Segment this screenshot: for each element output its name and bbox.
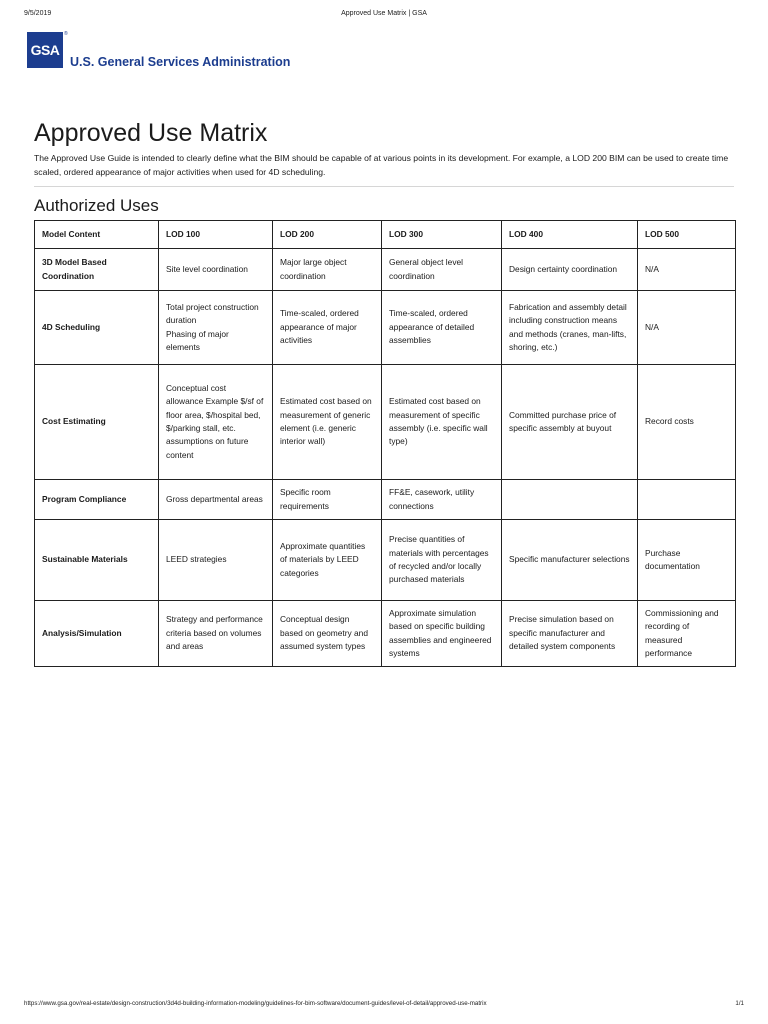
cell-text: Fabrication and assembly detail including construction means and methods (cranes, man-lifts, shoring, etc.) xyxy=(509,301,627,352)
table-cell xyxy=(159,520,273,601)
cell-text: Specific room requirements xyxy=(280,487,331,511)
cell-text: Phasing of major elements xyxy=(166,328,229,352)
table-cell xyxy=(502,365,638,480)
table-cell xyxy=(273,249,382,291)
page-title: Approved Use Matrix xyxy=(34,119,268,147)
column-header: LOD 400 xyxy=(502,221,638,249)
row-header: Sustainable Materials xyxy=(35,520,159,601)
cell-text: LEED strategies xyxy=(166,554,227,565)
table-row xyxy=(35,249,736,291)
column-header: LOD 200 xyxy=(273,221,382,249)
table-cell xyxy=(159,480,273,520)
row-header: 4D Scheduling xyxy=(35,291,159,365)
table-row xyxy=(35,291,736,365)
table-cell xyxy=(273,520,382,601)
cell-text: Specific manufacturer selections xyxy=(509,554,630,565)
column-header: Model Content xyxy=(35,221,159,249)
table-cell xyxy=(382,249,502,291)
table-cell xyxy=(382,291,502,365)
cell-text: Approximate simulation based on specific building assemblies and engineered systems xyxy=(389,607,492,658)
table-header-row xyxy=(35,221,736,249)
cell-text: N/A xyxy=(645,321,659,332)
table-cell xyxy=(638,365,736,480)
column-header: LOD 100 xyxy=(159,221,273,249)
cell-text: Gross departmental areas xyxy=(166,493,263,504)
table-cell xyxy=(273,480,382,520)
table-cell xyxy=(159,249,273,291)
cell-text: Commissioning and recording of measured performance xyxy=(645,607,719,658)
table-cell xyxy=(159,365,273,480)
cell-text: Estimated cost based on measurement of generic element (i.e. generic interior wall) xyxy=(280,396,372,447)
table-cell xyxy=(638,291,736,365)
table-cell xyxy=(382,365,502,480)
cell-text: General object level coordination xyxy=(389,257,464,281)
row-header: Cost Estimating xyxy=(35,365,159,480)
table-cell xyxy=(502,520,638,601)
page-number: 1/1 xyxy=(735,1000,744,1007)
table-cell xyxy=(502,480,638,520)
agency-name: U.S. General Services Administration xyxy=(70,55,291,69)
page-url: https://www.gsa.gov/real-estate/design-construction/3d4d-building-information-modeling/guidelines-for-bim-software/document-guides/level-of-detail/approved-use-matrix xyxy=(24,1000,487,1007)
table-cell xyxy=(273,291,382,365)
print-date: 9/5/2019 xyxy=(24,10,52,17)
table-cell xyxy=(638,480,736,520)
table-cell xyxy=(159,601,273,667)
cell-text: Major large object coordination xyxy=(280,257,347,281)
row-header: Analysis/Simulation xyxy=(35,601,159,667)
cell-text: Purchase documentation xyxy=(645,547,700,571)
table-cell xyxy=(382,520,502,601)
cell-text: Conceptual design based on geometry and assumed system types xyxy=(280,614,368,652)
cell-text: Time-scaled, ordered appearance of major activities xyxy=(280,308,359,346)
table-cell xyxy=(273,601,382,667)
cell-text: Conceptual cost allowance Example $/sf of floor area, $/hospital bed, $/parking stall, etc. xyxy=(166,382,264,433)
table-cell xyxy=(382,480,502,520)
gsa-logo-mark: GSA xyxy=(27,32,63,68)
intro-paragraph: The Approved Use Guide is intended to clearly define what the BIM should be capable of at various points in its development. For example, a LOD 200 BIM can be used to create time scaled, ordered appearance of major activities when used for 4D scheduling. xyxy=(34,153,729,177)
cell-text: Record costs xyxy=(645,416,694,427)
cell-text: Design certainty coordination xyxy=(509,263,618,274)
print-page-title: Approved Use Matrix | GSA xyxy=(341,10,427,17)
cell-text: Committed purchase price of specific assembly at buyout xyxy=(509,409,617,433)
table-cell xyxy=(502,291,638,365)
table-cell xyxy=(382,601,502,667)
divider xyxy=(34,186,734,187)
table-cell xyxy=(502,601,638,667)
table-cell xyxy=(638,601,736,667)
row-header: 3D Model Based Coordination xyxy=(35,249,159,291)
cell-text: FF&E, casework, utility connections xyxy=(389,487,475,511)
table-cell xyxy=(159,291,273,365)
table-row xyxy=(35,365,736,480)
table-row xyxy=(35,520,736,601)
column-header: LOD 300 xyxy=(382,221,502,249)
cell-text: Site level coordination xyxy=(166,263,248,274)
cell-text: Strategy and performance criteria based on volumes and areas xyxy=(166,614,263,652)
cell-text: Time-scaled, ordered appearance of detailed assemblies xyxy=(389,308,475,346)
table-row xyxy=(35,601,736,667)
cell-text: Precise quantities of materials with percentages of recycled and/or locally purchased materials xyxy=(389,534,489,585)
section-title: Authorized Uses xyxy=(34,196,159,215)
cell-text: Precise simulation based on specific manufacturer and detailed system components xyxy=(509,614,616,652)
cell-text: Approximate quantities of materials by LEED categories xyxy=(280,540,366,578)
table-cell xyxy=(638,249,736,291)
cell-text: assumptions on future content xyxy=(166,436,249,460)
cell-text: Total project construction duration xyxy=(166,301,259,326)
table-row xyxy=(35,480,736,520)
row-header: Program Compliance xyxy=(35,480,159,520)
approved-use-matrix-table xyxy=(34,220,736,667)
cell-text: Estimated cost based on measurement of specific assembly (i.e. specific wall type) xyxy=(389,396,488,447)
print-header xyxy=(24,10,744,22)
table-cell xyxy=(502,249,638,291)
registered-mark: ® xyxy=(64,31,68,37)
print-footer xyxy=(24,1000,744,1010)
cell-text: N/A xyxy=(645,263,659,274)
table-cell xyxy=(638,520,736,601)
column-header: LOD 500 xyxy=(638,221,736,249)
table-cell xyxy=(273,365,382,480)
